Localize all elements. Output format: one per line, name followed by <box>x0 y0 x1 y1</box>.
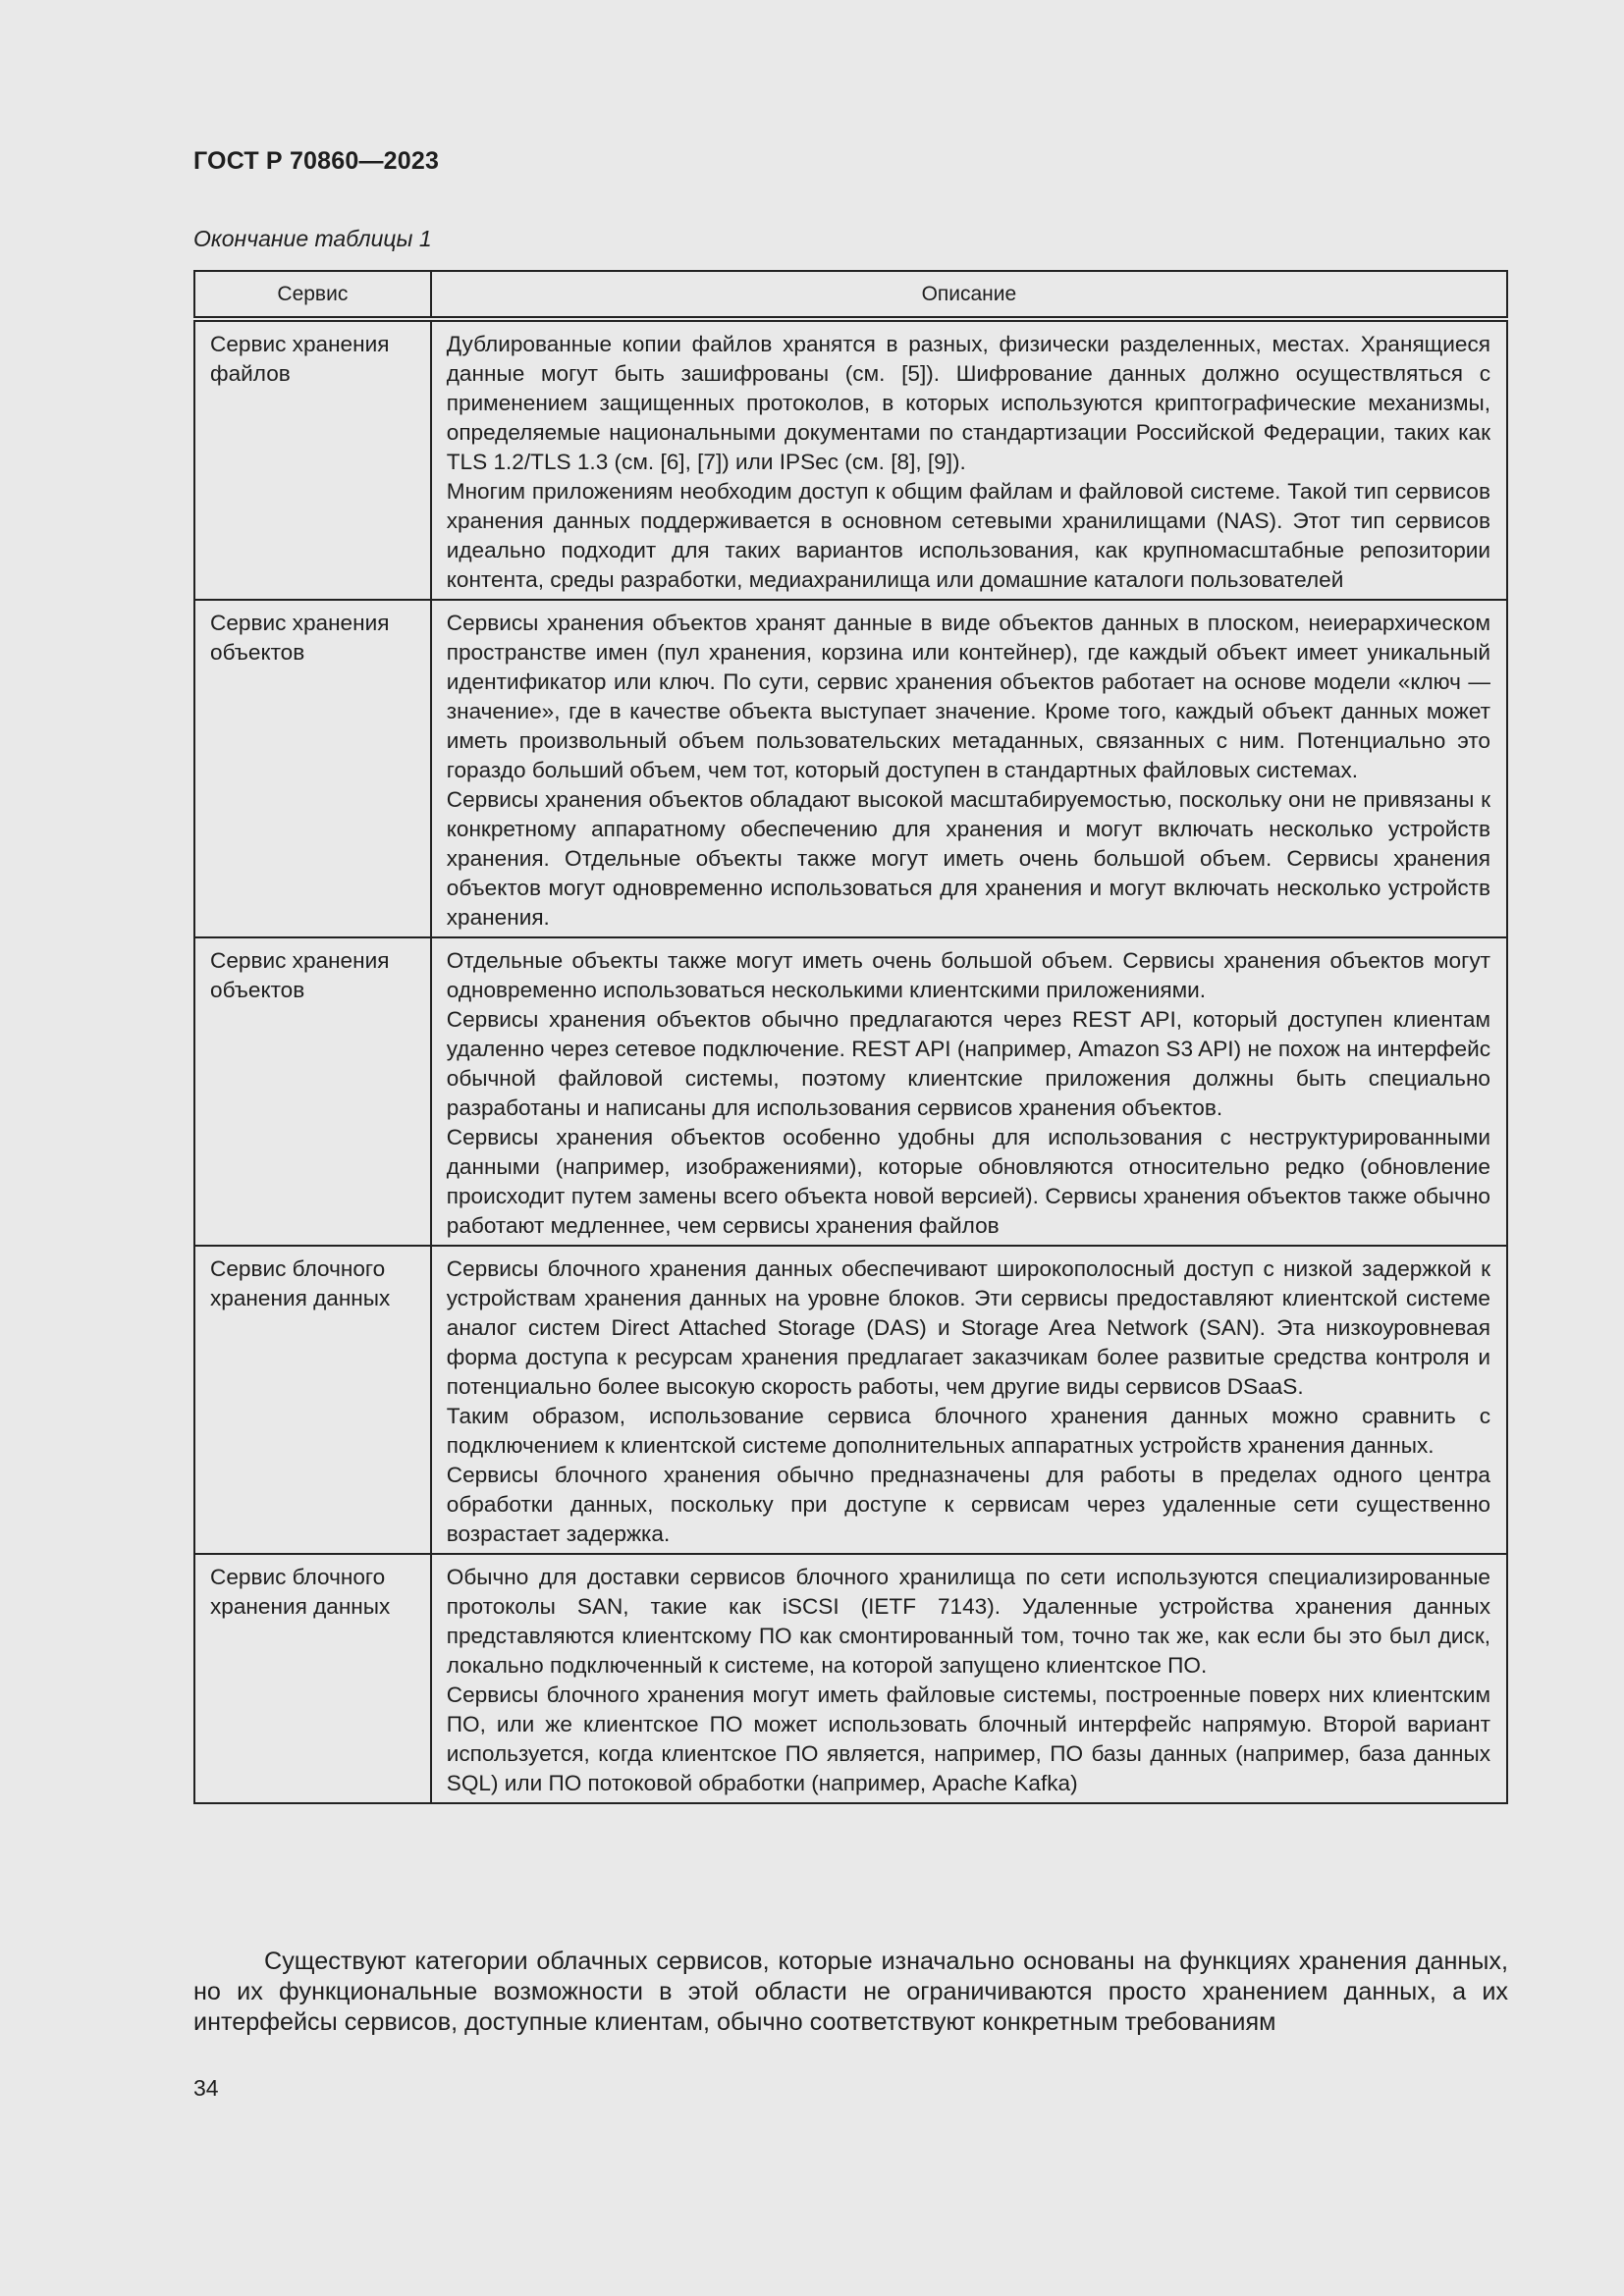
description-paragraph: Сервисы хранения объектов обладают высокой масштабируемостью, поскольку они не привязаны к конкретному аппаратному обеспечению для хранения и могут включать несколько устройств хранения. Отдельные объекты также могут иметь очень большой объем. Сервисы хранения объектов могут одновременно использоваться для хранения и могут включать несколько устройств хранения. <box>446 787 1490 930</box>
table-row <box>194 1246 1507 1554</box>
service-name-cell: Сервис хранения объектов <box>194 600 431 937</box>
table-row <box>194 1554 1507 1803</box>
description-paragraph: Многим приложениям необходим доступ к общим файлам и файловой системе. Такой тип сервисов хранения данных поддерживается в основном сетевыми хранилищами (NAS). Этот тип сервисов идеально подходит для таких вариантов использования, как крупномасштабные репозитории контента, среды разработки, медиахранилища или домашние каталоги пользователей <box>446 479 1490 592</box>
column-header-description: Описание <box>431 271 1507 319</box>
services-table <box>193 270 1508 1804</box>
service-name-cell: Сервис хранения файлов <box>194 319 431 600</box>
description-paragraph: Обычно для доставки сервисов блочного хранилища по сети используются специализированные протоколы SAN, такие как iSCSI (IETF 7143). Удаленные устройства хранения данных представляются клиентскому ПО как смонтированный том, точно так же, как если бы это был диск, локально подключенный к системе, на которой запущено клиентское ПО. <box>446 1565 1490 1678</box>
table-caption: Окончание таблицы 1 <box>193 226 432 251</box>
description-paragraph: Отдельные объекты также могут иметь очень большой объем. Сервисы хранения объектов могут одновременно использоваться несколькими клиентскими приложениями. <box>446 948 1490 1002</box>
table-row <box>194 600 1507 937</box>
description-paragraph: Сервисы хранения объектов хранят данные в виде объектов данных в плоском, неиерархическом пространстве имен (пул хранения, корзина или контейнер), где каждый объект имеет уникальный идентификатор или ключ. По сути, сервис хранения объектов работает на основе модели «ключ — значение», где в качестве объекта выступает значение. Кроме того, каждый объект данных может иметь произвольный объем пользовательских метаданных, связанных с ним. Потенциально это гораздо больший объем, чем тот, который доступен в стандартных файловых системах. <box>446 611 1490 782</box>
service-name-cell: Сервис хранения объектов <box>194 937 431 1246</box>
description-paragraph: Сервисы блочного хранения данных обеспечивают широкополосный доступ с низкой задержкой к устройствам хранения данных на уровне блоков. Эти сервисы предоставляют клиентской системе аналог систем Direct Attached Storage (DAS) и Storage Area Network (SAN). Эта низкоуровневая форма доступа к ресурсам хранения предлагает заказчикам более развитые средства контроля и потенциально более высокую скорость работы, чем другие виды сервисов DSaaS. <box>446 1256 1490 1399</box>
table-header-row <box>194 271 1507 319</box>
description-paragraph: Сервисы хранения объектов особенно удобны для использования с неструктурированными данными (например, изображениями), которые обновляются относительно редко (обновление происходит путем замены всего объекта новой версией). Сервисы хранения объектов также обычно работают медленнее, чем сервисы хранения файлов <box>446 1125 1490 1238</box>
description-paragraph: Сервисы блочного хранения могут иметь файловые системы, построенные поверх них клиентским ПО, или же клиентское ПО может использовать блочный интерфейс напрямую. Второй вариант используется, когда клиентское ПО является, например, ПО базы данных (например, база данных SQL) или ПО потоковой обработки (например, Apache Kafka) <box>446 1682 1490 1795</box>
description-paragraph: Таким образом, использование сервиса блочного хранения данных можно сравнить с подключением к клиентской системе дополнительных аппаратных устройств хранения данных. <box>446 1404 1490 1458</box>
table-row <box>194 319 1507 600</box>
service-name-cell: Сервис блочного хранения данных <box>194 1554 431 1803</box>
page-number: 34 <box>193 2075 219 2101</box>
description-cell <box>431 937 1507 1246</box>
description-paragraph: Сервисы хранения объектов обычно предлагаются через REST API, который доступен клиентам удаленно через сетевое подключение. REST API (например, Amazon S3 API) не похож на интерфейс обычной файловой системы, поэтому клиентские приложения должны быть специально разработаны и написаны для использования сервисов хранения объектов. <box>446 1007 1490 1120</box>
description-cell <box>431 600 1507 937</box>
table-row <box>194 937 1507 1246</box>
description-paragraph: Сервисы блочного хранения обычно предназначены для работы в пределах одного центра обработки данных, поскольку при доступе к сервисам через удаленные сети существенно возрастает задержка. <box>446 1463 1490 1546</box>
description-cell <box>431 319 1507 600</box>
column-header-service: Сервис <box>194 271 431 319</box>
body-paragraph: Существуют категории облачных сервисов, которые изначально основаны на функциях хранения данных, но их функциональные возможности в этой области не ограничиваются просто хранением данных, а их интерфейсы сервисов, доступные клиентам, обычно соответствуют конкретным требованиям <box>193 1948 1508 2036</box>
service-name-cell: Сервис блочного хранения данных <box>194 1246 431 1554</box>
description-paragraph: Дублированные копии файлов хранятся в разных, физически разделенных, местах. Хранящиеся данные могут быть зашифрованы (см. [5]). Шифрование данных должно осуществляться с применением защищенных протоколов, в которых используются криптографические механизмы, определяемые национальными документами по стандартизации Российской Федерации, таких как TLS 1.2/TLS 1.3 (см. [6], [7]) или IPSec (см. [8], [9]). <box>446 332 1490 474</box>
document-header: ГОСТ Р 70860—2023 <box>193 147 440 175</box>
description-cell <box>431 1246 1507 1554</box>
description-cell <box>431 1554 1507 1803</box>
